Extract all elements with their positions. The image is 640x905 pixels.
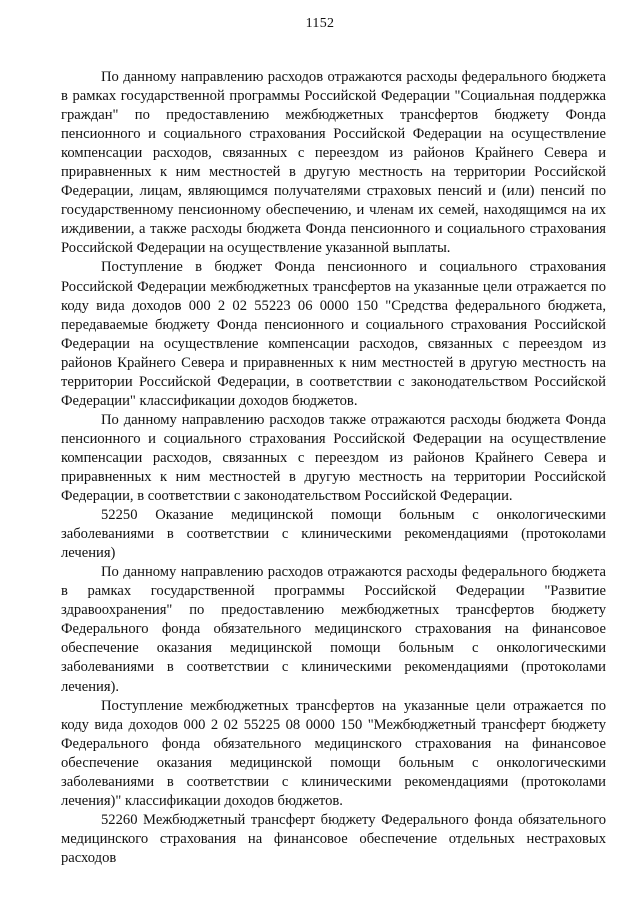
paragraph-2: Поступление в бюджет Фонда пенсионного и социального страхования Российской Федерации межбюджетных трансфертов на указанные цели отражается по коду вида доходов 000 2 02 55223 06 0000 150 "Средства федерального бюджета, передаваемые бюджету Фонда пенсионного и социального страхования Российской Федерации на осуществление компенсации расходов, связанных с переездом из районов Крайнего Севера и приравненных к ним местностей в другую местность на территории Российской Федерации, в соответствии с законодательством Российской Федерации" классификации доходов бюджетов. [61, 259, 606, 409]
section-heading-52250: 52250 Оказание медицинской помощи больным с онкологическими заболеваниями в соответствии с клиническими рекомендациями (протоколами лечения) [61, 507, 606, 562]
section-heading-52260: 52260 Межбюджетный трансферт бюджету Федерального фонда обязательного медицинского страхования на финансовое обеспечение отдельных нестраховых расходов [61, 811, 606, 866]
document-body [61, 68, 606, 868]
paragraph-6: Поступление межбюджетных трансфертов на указанные цели отражается по коду вида доходов 000 2 02 55225 08 0000 150 "Межбюджетный трансферт бюджету Федерального фонда обязательного медицинского страхования на финансовое обеспечение оказания медицинской помощи больным с онкологическими заболеваниями в соответствии с клиническими рекомендациями (протоколами лечения)" классификации доходов бюджетов. [61, 697, 606, 809]
page-number: 1152 [305, 16, 335, 31]
paragraph-3: По данному направлению расходов также отражаются расходы бюджета Фонда пенсионного и социального страхования Российской Федерации на осуществление компенсации расходов, связанных с переездом из районов Крайнего Севера и приравненных к ним местностей в другую местность на территории Российской Федерации, в соответствии с законодательством Российской Федерации. [61, 411, 606, 505]
paragraph-1: По данному направлению расходов отражаются расходы федерального бюджета в рамках государственной программы Российской Федерации "Социальная поддержка граждан" по предоставлению межбюджетных трансфертов бюджету Фонда пенсионного и социального страхования Российской Федерации на осуществление компенсации расходов, связанных с переездом из районов Крайнего Севера и приравненных к ним местностей в другую местность на территории Российской Федерации, лицам, являющимся получателями страховых пенсий и (или) пенсий по государственному пенсионному обеспечению, и членам их семей, находящимся на их иждивении, а также расходы бюджета Фонда пенсионного и социального страхования Российской Федерации на осуществление указанной выплаты. [61, 69, 606, 257]
paragraph-5: По данному направлению расходов отражаются расходы федерального бюджета в рамках государственной программы Российской Федерации "Развитие здравоохранения" по предоставлению межбюджетных трансфертов бюджету Федерального фонда обязательного медицинского страхования на финансовое обеспечение оказания медицинской помощи больным с онкологическими заболеваниями в соответствии с клиническими рекомендациями (протоколами лечения). [61, 564, 606, 695]
